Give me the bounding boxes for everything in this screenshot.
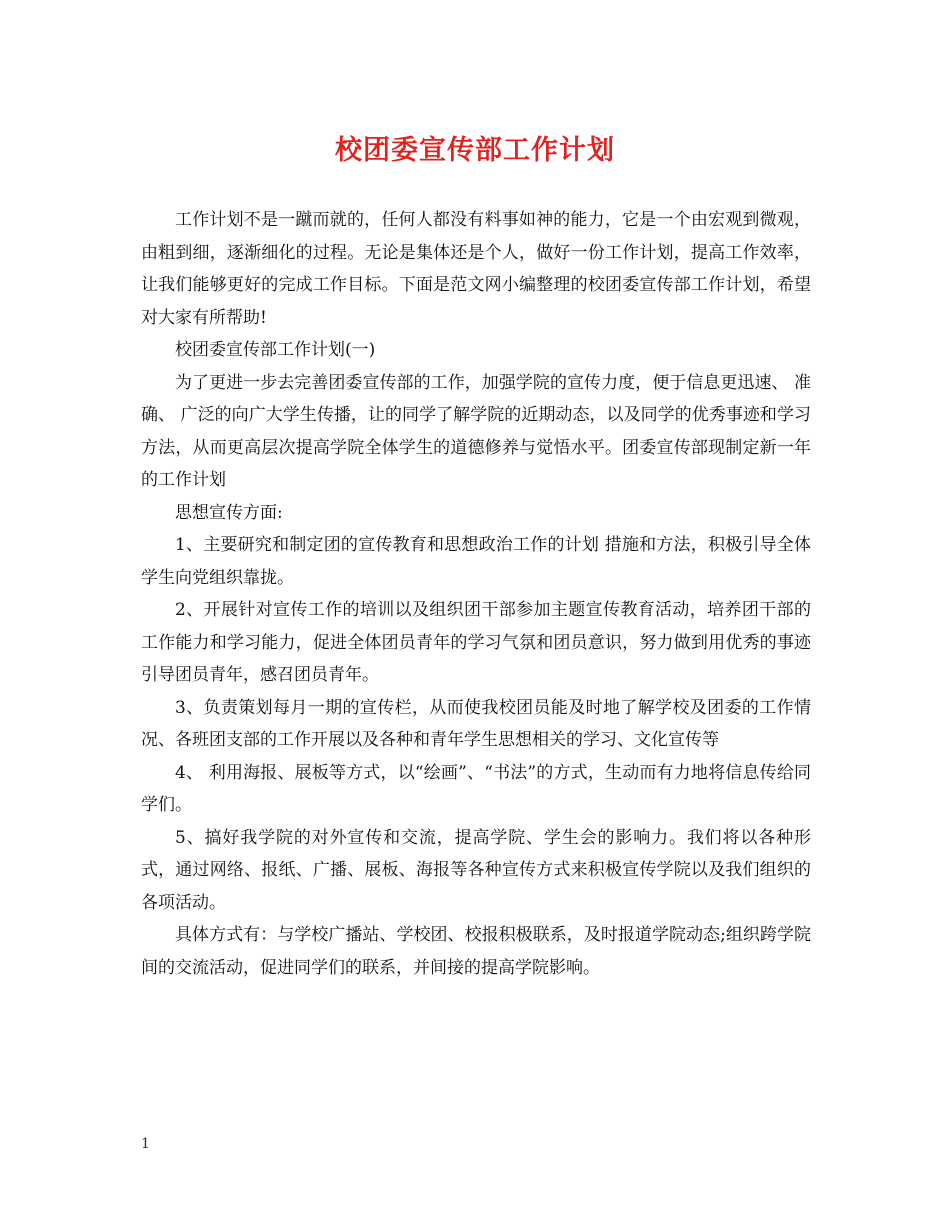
section-heading-plan-one: 校团委宣传部工作计划(一) <box>175 340 376 360</box>
list-item-3: 3、负责策划每月一期的宣传栏，从而使我校团员能及时地了解学校及团委的工作情况、各班团支部的工作开展以及各种和青年学生思想相关的学习、文化宣传等 <box>141 697 811 750</box>
methods-paragraph: 具体方式有：与学校广播站、学校团、校报积极联系，及时报道学院动态;组织跨学院间的交流活动，促进同学们的联系，并间接的提高学院影响。 <box>141 925 811 978</box>
document-title: 校团委宣传部工作计划 <box>335 135 615 166</box>
page-number: 1 <box>141 1136 150 1152</box>
list-item-4: 4、 利用海报、展板等方式，以“绘画”、“书法”的方式，生动而有力地将信息传给同学们。 <box>141 762 811 815</box>
document-body <box>141 204 811 984</box>
list-item-2: 2、开展针对宣传工作的培训以及组织团干部参加主题宣传教育活动，培养团干部的工作能力和学习能力，促进全体团员青年的学习气氛和团员意识，努力做到用优秀的事迹引导团员青年，感召团员青年。 <box>141 600 811 685</box>
list-item-5: 5、搞好我学院的对外宣传和交流，提高学院、学生会的影响力。我们将以各种形式，通过网络、报纸、广播、展板、海报等各种宣传方式来积极宣传学院以及我们组织的各项活动。 <box>141 827 811 913</box>
purpose-paragraph: 为了更进一步去完善团委宣传部的工作，加强学院的宣传力度，便于信息更迅速、 准确、 广泛的向广大学生传播，让的同学了解学院的近期动态，以及同学的优秀事迹和学习方法，从而更高层次提高学院全体学生的道德修养与觉悟水平。团委宣传部现制定新一年的工作计划 <box>141 372 811 490</box>
intro-paragraph: 工作计划不是一蹴而就的，任何人都没有料事如神的能力，它是一个由宏观到微观，由粗到细，逐渐细化的过程。无论是集体还是个人，做好一份工作计划，提高工作效率，让我们能够更好的完成工作目标。下面是范文网小编整理的校团委宣传部工作计划，希望对大家有所帮助! <box>141 210 811 328</box>
subsection-heading-ideology: 思想宣传方面: <box>175 502 283 523</box>
list-item-1: 1、主要研究和制定团的宣传教育和思想政治工作的计划 措施和方法，积极引导全体学生向党组织靠拢。 <box>141 535 811 588</box>
